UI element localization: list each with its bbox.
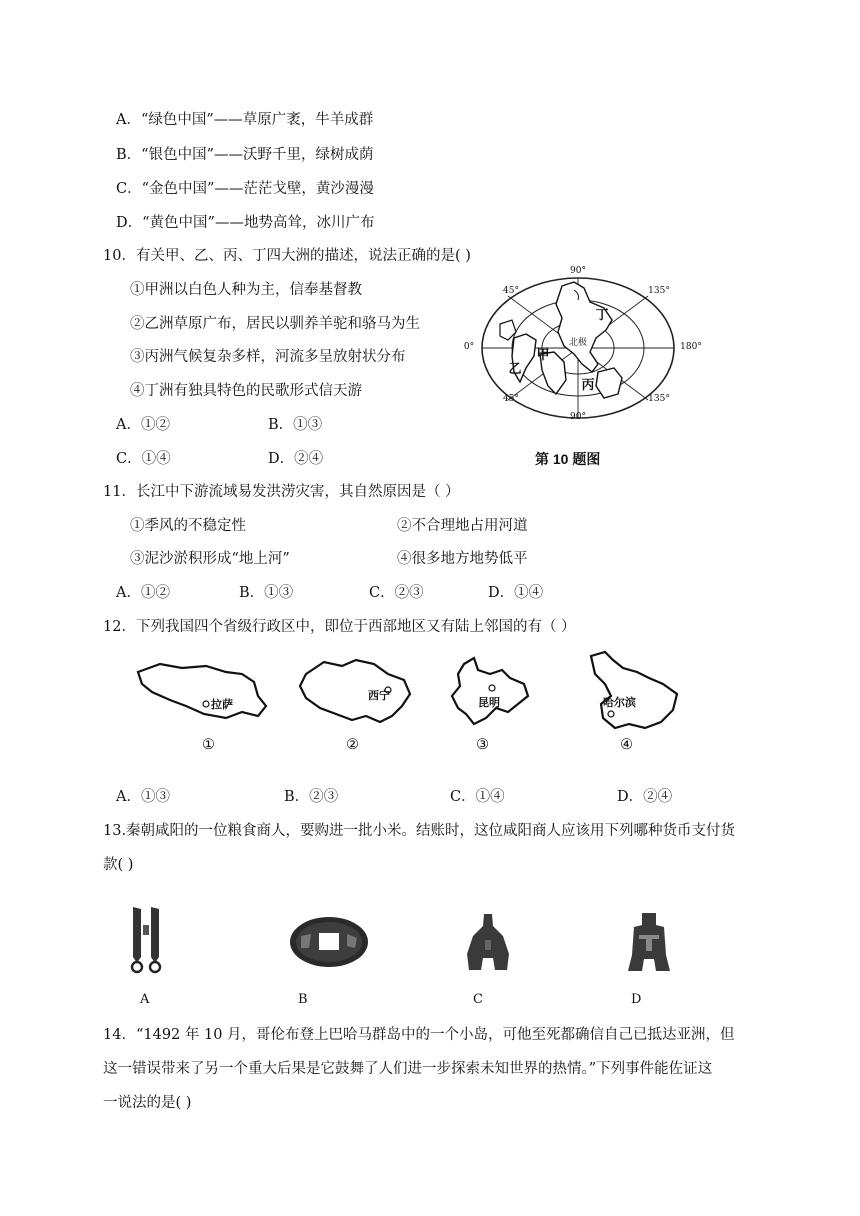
province-city-kunming: 昆明 (478, 696, 500, 709)
province-num-4: ④ (620, 737, 633, 753)
q10-statement-1: ①甲洲以白色人种为主，信奉基督教 (130, 282, 362, 298)
coin-label-a: A (140, 992, 150, 1007)
q11-statement-4: ④很多地方地势低平 (397, 551, 528, 567)
q12-option-a: A．①③ (116, 789, 170, 805)
map-label-jia: 甲 (536, 348, 550, 363)
q12-option-b: B．②③ (284, 789, 339, 805)
q10-statement-3: ③丙洲气候复杂多样，河流多呈放射状分布 (130, 349, 406, 365)
coin-banliang-round (287, 914, 371, 970)
coin-label-b: B (298, 992, 308, 1007)
q12-option-c: C．①④ (450, 789, 505, 805)
q14-line3: 一说法的是( ) (103, 1095, 192, 1111)
map-label-pole: 北极 (568, 338, 587, 348)
province-num-1: ① (202, 737, 215, 753)
q10-option-b: B．①③ (268, 417, 323, 433)
map-label-135-br: 135° (648, 394, 670, 404)
q11-statement-2: ②不合理地占用河道 (397, 518, 528, 534)
map-label-0: 0° (463, 342, 475, 352)
map-label-90-bottom: 90° (570, 412, 586, 422)
q14-line2: 这一错误带来了另一个重大后果是它鼓舞了人们进一步探索未知世界的热情。”下列事件能佐证这 (103, 1061, 713, 1077)
q14-line1: 14．“1492 年 10 月，哥伦布登上巴哈马群岛中的一个小岛，可他至死都确信自己已抵达亚洲，但 (103, 1027, 735, 1043)
q10-option-c: C．①④ (116, 451, 171, 467)
q12-stem: 12．下列我国四个省级行政区中，即位于西部地区又有陆上邻国的有（ ） (103, 619, 576, 635)
map-label-ding: 丁 (595, 308, 609, 323)
q10-figure-caption: 第 10 题图 (535, 451, 601, 467)
q11-statement-1: ①季风的不稳定性 (130, 518, 246, 534)
province-city-lasa: 拉萨 (211, 698, 233, 711)
q9-option-c: C．“金色中国”——茫茫戈壁，黄沙漫漫 (116, 181, 374, 197)
q13-stem-line1: 13.秦朝咸阳的一位粮食商人，要购进一批小米。结账时，这位咸阳商人应该用下列哪种货币支付货 (103, 823, 736, 839)
province-city-harbin: 哈尔滨 (603, 696, 636, 709)
q9-option-b: B．“银色中国”——沃野千里，绿树成荫 (116, 147, 374, 163)
q11-option-b: B．①③ (239, 585, 294, 601)
map-label-45-bl: 45° (503, 394, 519, 404)
q11-option-a: A．①② (116, 585, 170, 601)
q11-option-d: D．①④ (488, 585, 544, 601)
q10-statement-2: ②乙洲草原广布，居民以驯养羊驼和骆马为生 (130, 316, 420, 332)
province-map-heilongjiang (583, 650, 683, 732)
map-label-45-tl: 45° (503, 286, 519, 296)
q10-option-d: D．②④ (268, 451, 324, 467)
map-label-90-top: 90° (570, 266, 586, 276)
map-label-yi: 乙 (508, 362, 522, 377)
q11-stem: 11．长江中下游流域易发洪涝灾害，其自然原因是（ ） (103, 484, 460, 500)
q9-option-d: D．“黄色中国”——地势高耸，冰川广布 (116, 215, 375, 231)
province-num-3: ③ (476, 737, 489, 753)
q11-statement-3: ③泥沙淤积形成“地上河” (130, 551, 290, 567)
province-map-qinghai (296, 656, 416, 728)
coin-label-c: C (473, 992, 483, 1007)
coin-knife-money (127, 905, 167, 977)
q10-option-a: A．①② (116, 417, 170, 433)
q13-stem-line2: 款( ) (103, 857, 134, 873)
coin-spade-money-c (463, 912, 513, 974)
map-label-180: 180° (680, 342, 702, 352)
q10-statement-4: ④丁洲有独具特色的民歌形式信天游 (130, 383, 362, 399)
province-city-xining: 西宁 (368, 689, 390, 702)
coin-spade-money-d (624, 911, 674, 977)
map-label-bing: 丙 (581, 378, 595, 393)
q11-option-c: C．②③ (369, 585, 424, 601)
q10-stem: 10．有关甲、乙、丙、丁四大洲的描述，说法正确的是( ) (103, 248, 471, 264)
map-label-135-tr: 135° (648, 286, 670, 296)
province-num-2: ② (346, 737, 359, 753)
province-map-tibet (130, 660, 270, 725)
q12-option-d: D．②④ (617, 789, 673, 805)
q9-option-a: A．“绿色中国”——草原广袤，牛羊成群 (116, 112, 374, 128)
coin-label-d: D (631, 992, 642, 1007)
province-map-yunnan (446, 656, 536, 728)
